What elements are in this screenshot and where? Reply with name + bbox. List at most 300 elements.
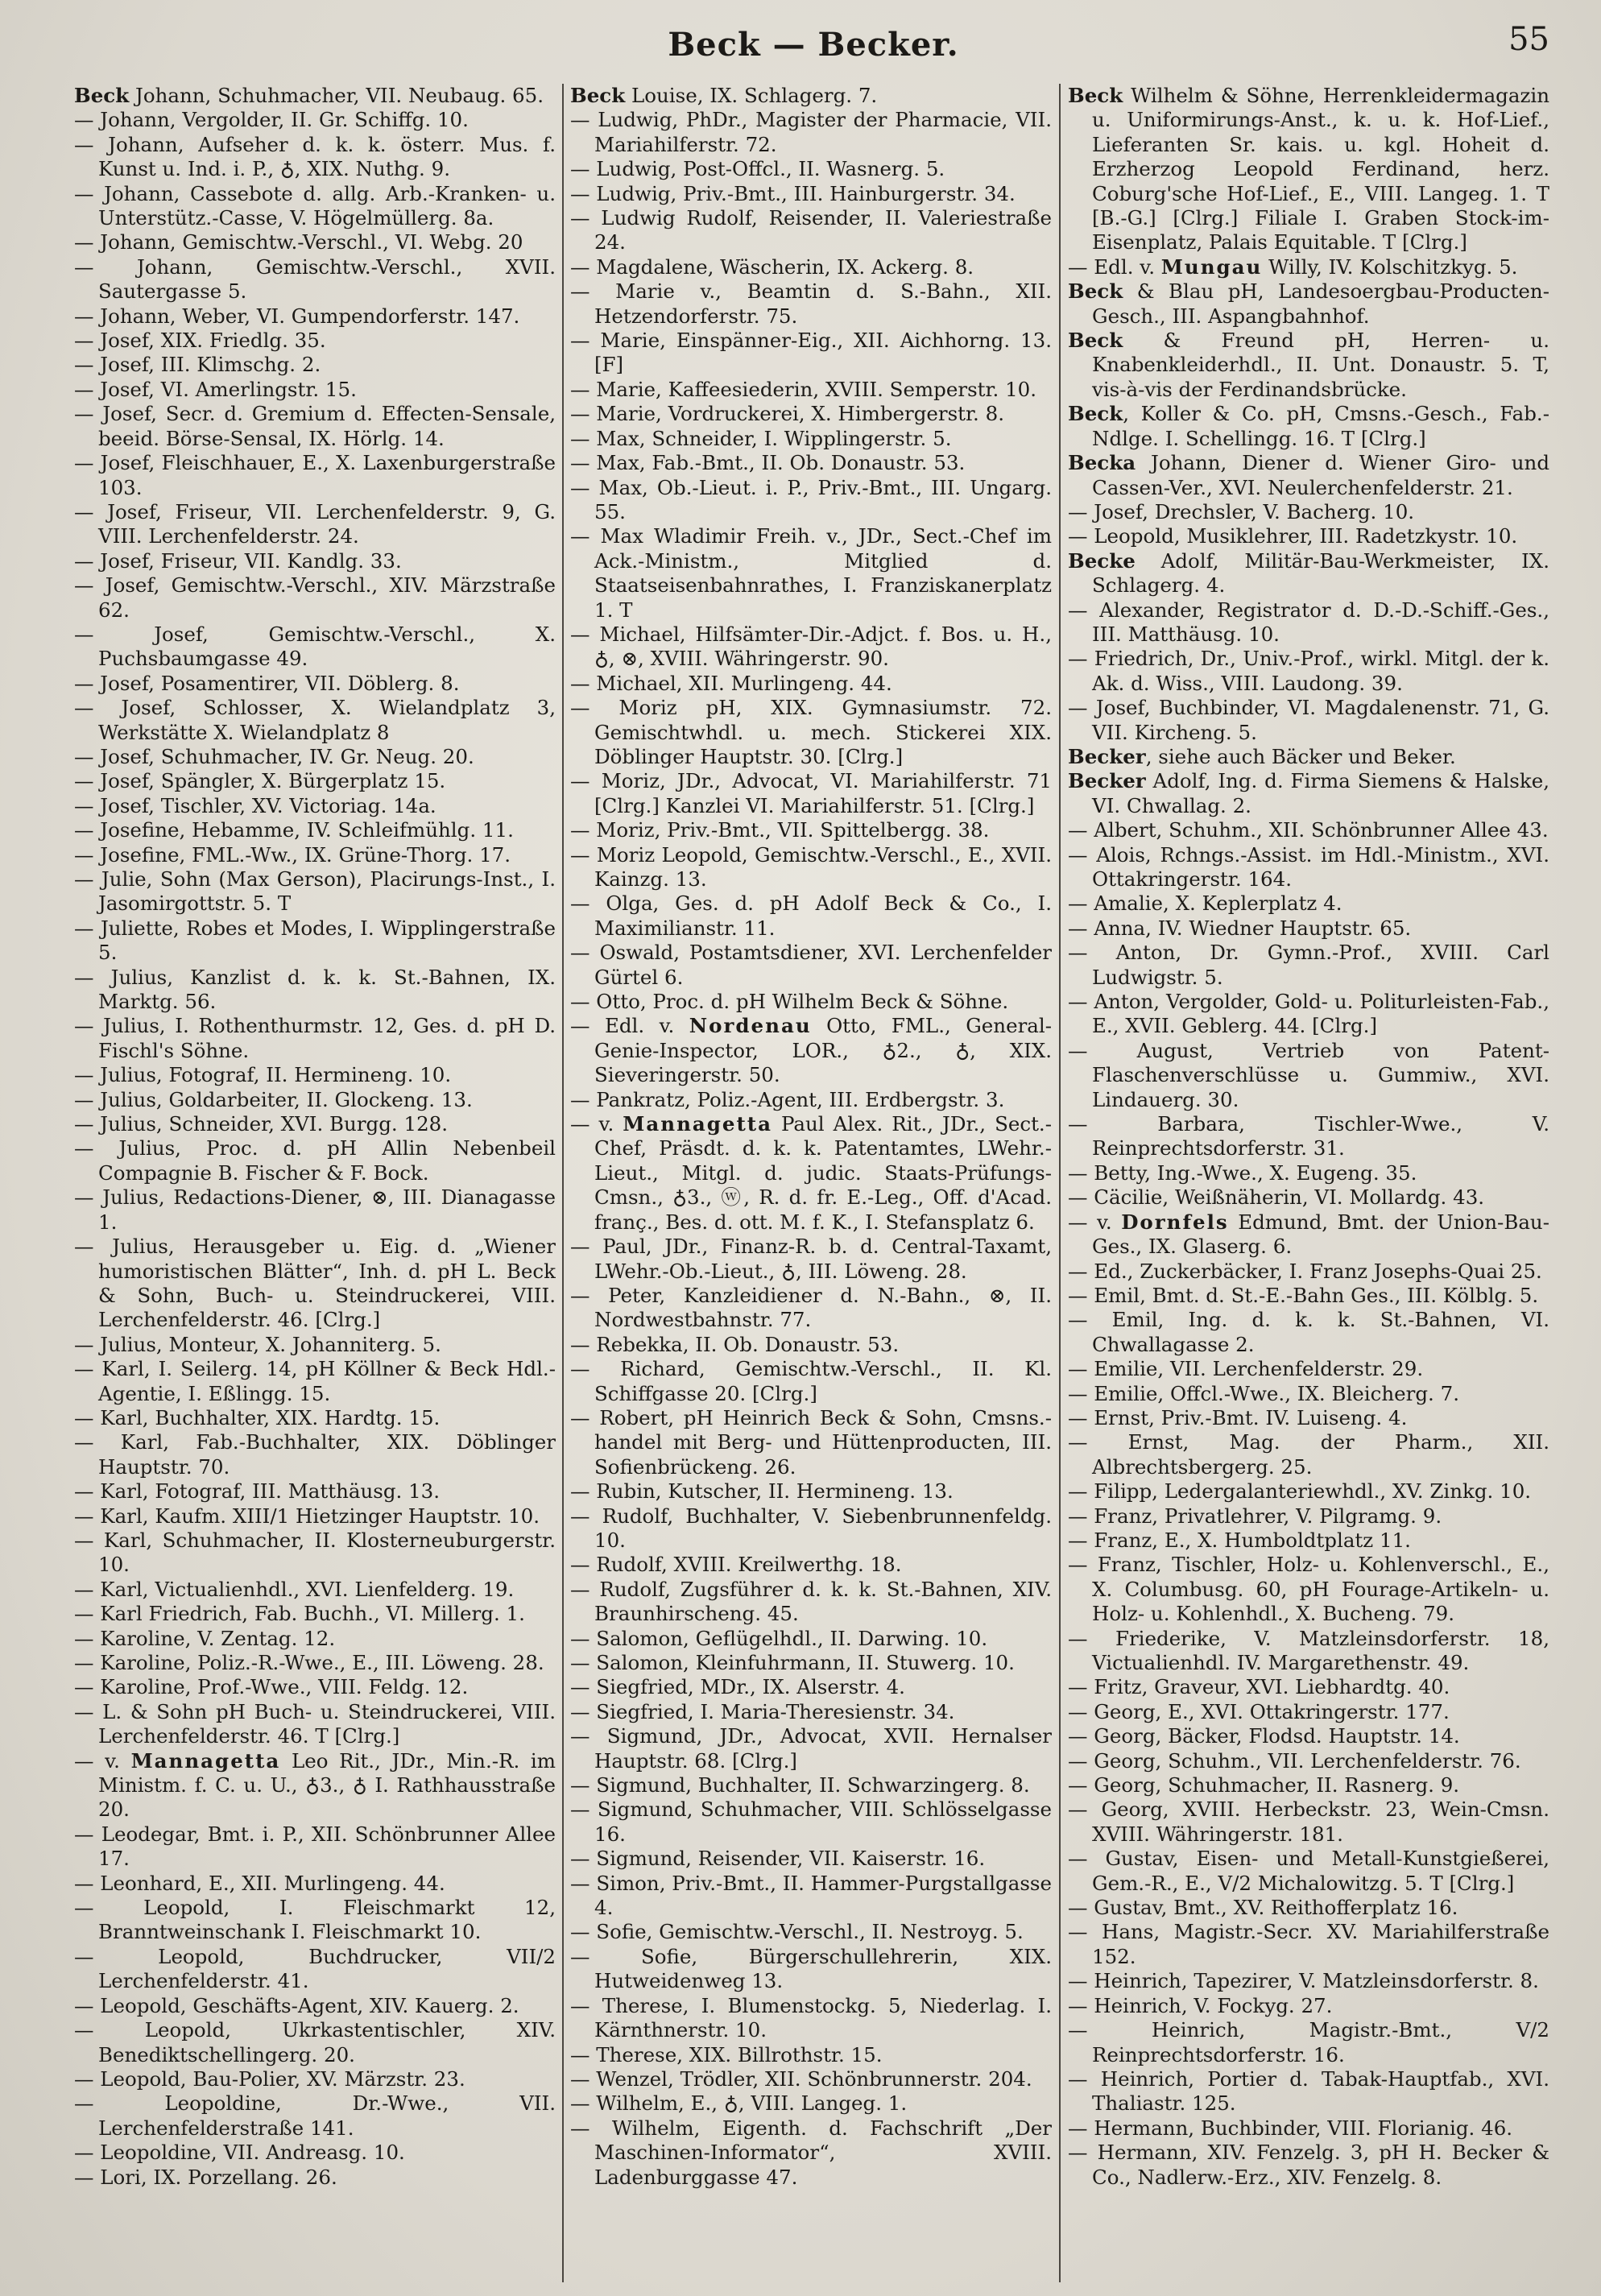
entry-text: — Heinrich, Portier d. Tabak-Hauptfab., XVI. Thaliastr. 125. xyxy=(1068,2066,1549,2116)
directory-entry xyxy=(570,1357,1052,1406)
directory-entry xyxy=(74,867,556,916)
directory-entry xyxy=(74,1406,556,1430)
entry-headword: Becker xyxy=(1068,744,1146,768)
entry-text: — v. xyxy=(74,1748,131,1773)
directory-entry xyxy=(74,1602,556,1626)
entry-text: — Karl, Buchhalter, XIX. Hardtg. 15. xyxy=(74,1405,441,1429)
entry-text: — Gustav, Bmt., XV. Reithofferplatz 16. xyxy=(1068,1896,1458,1920)
directory-entry xyxy=(1068,696,1549,745)
directory-entry xyxy=(1068,1749,1549,1773)
entry-text: — Josef, Posamentirer, VII. Döblerg. 8. xyxy=(74,671,460,695)
entry-text: — Ludwig, PhDr., Magister der Pharmacie, VII. Mariahilferstr. 72. xyxy=(570,108,1052,156)
directory-entry xyxy=(74,353,556,377)
directory-entry xyxy=(1068,1627,1549,1676)
directory-entry xyxy=(1068,279,1549,329)
entry-text: — v. xyxy=(1068,1210,1122,1234)
directory-entry xyxy=(74,1014,556,1063)
directory-entry xyxy=(570,402,1052,426)
entry-text: — Rudolf, XVIII. Kreilwerthg. 18. xyxy=(570,1553,902,1577)
entry-text: — Ernst, Priv.-Bmt. IV. Luiseng. 4. xyxy=(1068,1405,1408,1429)
entry-text: — Therese, XIX. Billrothstr. 15. xyxy=(570,2042,883,2066)
entry-text: — Moriz Leopold, Gemischtw.-Verschl., E., XVII. Kainzg. 13. xyxy=(570,842,1052,891)
entry-text: — Alexander, Registrator d. D.-D.-Schiff.-Ges., III. Matthäusg. 10. xyxy=(1068,598,1549,646)
directory-entry xyxy=(570,1724,1052,1773)
directory-entry xyxy=(74,1185,556,1235)
entry-text: — Johann, Weber, VI. Gumpendorferstr. 147. xyxy=(74,304,520,328)
entry-text: — Johann, Vergolder, II. Gr. Schiffg. 10. xyxy=(74,108,469,132)
directory-entry xyxy=(74,1430,556,1479)
entry-text: — Karoline, V. Zentag. 12. xyxy=(74,1626,336,1650)
entry-text: — Rubin, Kutscher, II. Hermineng. 13. xyxy=(570,1479,954,1504)
directory-entry xyxy=(1068,84,1549,255)
directory-entry xyxy=(74,696,556,745)
entry-surname: Mungau xyxy=(1160,254,1263,279)
entry-headword: Becke xyxy=(1068,548,1136,573)
entry-text: — Olga, Ges. d. pH Adolf Beck & Co., I. Maximilianstr. 11. xyxy=(570,892,1052,940)
directory-entry xyxy=(74,1357,556,1406)
entry-text: — Josefine, FML.-Ww., IX. Grüne-Thorg. 17. xyxy=(74,842,511,867)
entry-text: — Pankratz, Poliz.-Agent, III. Erdbergstr. 3. xyxy=(570,1087,1005,1111)
directory-entry xyxy=(570,892,1052,941)
entry-text: — Sofie, Bürgerschullehrerin, XIX. Hutweidenweg 13. xyxy=(570,1944,1052,1993)
entry-text: — Rudolf, Buchhalter, V. Siebenbrunnenfeldg. 10. xyxy=(570,1504,1052,1552)
entry-text: — Max Wladimir Freih. v., JDr., Sect.-Chef im Ack.-Ministm., Mitglied d. Staatseisenbahnrathes, I. Franziskanerplatz 1. T xyxy=(570,524,1052,622)
entry-text: — Leopold, Buchdrucker, VII/2 Lerchenfelderstr. 41. xyxy=(74,1944,556,1993)
directory-entry xyxy=(1068,941,1549,990)
entry-text: — Anton, Dr. Gymn.-Prof., XVIII. Carl Ludwigstr. 5. xyxy=(1068,941,1549,989)
entry-text: — Robert, pH Heinrich Beck & Sohn, Cmsns.-handel mit Berg- und Hüttenproducten, III. Sofienbrückeng. 26. xyxy=(570,1405,1052,1479)
entry-text: — Julius, Proc. d. pH Allin Nebenbeil Compagnie B. Fischer & F. Bock. xyxy=(74,1136,556,1185)
entry-text: & Freund pH, Herren- u. Knabenkleiderhdl., II. Unt. Donaustr. 5. T, vis-à-vis der Ferdinandsbrücke. xyxy=(1092,329,1549,401)
entry-text: — Josef, Secr. d. Gremium d. Effecten-Sensale, beeid. Börse-Sensal, IX. Hörlg. 14. xyxy=(74,402,556,450)
entry-text: — Leopold, Ukrkastentischler, XIV. Benediktschellingerg. 20. xyxy=(74,2018,556,2066)
directory-entry xyxy=(570,255,1052,279)
entry-text: — Sigmund, Reisender, VII. Kaiserstr. 16. xyxy=(570,1847,986,1871)
directory-entry xyxy=(570,1014,1052,1087)
directory-entry xyxy=(1068,745,1549,769)
entry-headword: Beck xyxy=(1068,402,1123,426)
entry-text: — Karl, Schuhmacher, II. Klosterneuburgerstr. 10. xyxy=(74,1528,556,1577)
directory-entry xyxy=(74,769,556,793)
directory-entry xyxy=(74,500,556,549)
directory-entry xyxy=(570,451,1052,475)
directory-entry xyxy=(74,1112,556,1136)
entry-text: — Julius, I. Rothenthurmstr. 12, Ges. d. pH D. Fischl's Söhne. xyxy=(74,1014,556,1062)
directory-entry xyxy=(570,941,1052,990)
entry-text: — Josefine, Hebamme, IV. Schleifmühlg. 11. xyxy=(74,818,514,842)
entry-text: — Marie, Vordruckerei, X. Himbergerstr. 8. xyxy=(570,402,1004,426)
directory-entry xyxy=(570,2116,1052,2190)
entry-text: — v. xyxy=(570,1112,623,1136)
directory-entry xyxy=(74,1088,556,1112)
entry-text: — Gustav, Eisen- und Metall-Kunstgießerei, Gem.-R., E., V/2 Michalowitzg. 5. T [Clrg.] xyxy=(1068,1847,1549,1895)
column-3 xyxy=(1068,84,1549,2282)
entry-text: — Emilie, Offcl.-Wwe., IX. Bleicherg. 7. xyxy=(1068,1381,1459,1405)
directory-entry xyxy=(1068,255,1549,279)
entry-headword: Beck xyxy=(1068,279,1123,304)
directory-entry xyxy=(1068,549,1549,598)
entry-text: — Karl, Fotograf, III. Matthäusg. 13. xyxy=(74,1479,441,1504)
entry-text: — Emil, Ing. d. k. k. St.-Bahnen, VI. Chwallagasse 2. xyxy=(1068,1308,1549,1356)
directory-entry xyxy=(570,1479,1052,1504)
column-divider xyxy=(1059,84,1061,2282)
page-number: 55 xyxy=(1508,21,1549,58)
entry-text: — Marie, Einspänner-Eig., XII. Aichhorng. 13. [F] xyxy=(570,329,1052,377)
directory-entry xyxy=(74,451,556,500)
directory-entry xyxy=(74,1945,556,1994)
entry-text: — Julie, Sohn (Max Gerson), Placirungs-Inst., I. Jasomirgottstr. 5. T xyxy=(74,867,556,916)
directory-entry xyxy=(570,1700,1052,1724)
directory-entry xyxy=(74,1333,556,1357)
directory-entry xyxy=(1068,1529,1549,1553)
directory-entry xyxy=(74,2067,556,2091)
entry-text: — Josef, Fleischhauer, E., X. Laxenburgerstraße 103. xyxy=(74,451,556,499)
entry-text: — Julius, Fotograf, II. Hermineng. 10. xyxy=(74,1063,452,1087)
directory-entry xyxy=(74,1872,556,1896)
entry-surname: Mannagetta xyxy=(623,1112,772,1136)
directory-entry xyxy=(1068,1382,1549,1406)
column-divider xyxy=(562,84,564,2282)
entry-text: — Georg, E., XVI. Ottakringerstr. 177. xyxy=(1068,1699,1450,1723)
directory-entry xyxy=(74,108,556,132)
directory-entry xyxy=(74,2141,556,2165)
directory-entry xyxy=(570,84,1052,108)
directory-entry xyxy=(1068,1308,1549,1357)
entry-text: — Georg, Bäcker, Flodsd. Hauptstr. 14. xyxy=(1068,1724,1460,1748)
directory-entry xyxy=(570,182,1052,206)
entry-text: — Franz, Tischler, Holz- u. Kohlenverschl., E., X. Columbusg. 60, pH Fourage-Artikeln- u. Holz- u. Kohlenhdl., X. Bucheng. 79. xyxy=(1068,1553,1549,1626)
directory-entry xyxy=(74,1994,556,2018)
entry-text: — Karl, Kaufm. XIII/1 Hietzinger Hauptstr. 10. xyxy=(74,1504,540,1528)
entry-text: — Lori, IX. Porzellang. 26. xyxy=(74,2165,337,2189)
entry-text: — Anton, Vergolder, Gold- u. Politurleisten-Fab., E., XVII. Geblerg. 44. [Clrg.] xyxy=(1068,990,1549,1038)
entry-text: — Alois, Rchngs.-Assist. im Hdl.-Ministm., XVI. Ottakringerstr. 164. xyxy=(1068,842,1549,891)
entry-text: — Julius, Monteur, X. Johanniterg. 5. xyxy=(74,1332,441,1356)
entry-headword: Beck xyxy=(1068,84,1123,107)
directory-entry xyxy=(570,157,1052,181)
directory-entry xyxy=(1068,990,1549,1039)
entry-text: — Paul, JDr., Finanz-R. b. d. Central-Taxamt, LWehr.-Ob.-Lieut., ♁, III. Löweng. 28. xyxy=(570,1235,1052,1283)
directory-entry xyxy=(1068,2067,1549,2116)
page-header xyxy=(74,18,1553,84)
entry-text: — Therese, I. Blumenstockg. 5, Niederlag. I. Kärnthnerstr. 10. xyxy=(570,1993,1052,2042)
directory-entry xyxy=(1068,329,1549,402)
directory-entry xyxy=(1068,1724,1549,1748)
entry-text: — Josef, Schuhmacher, IV. Gr. Neug. 20. xyxy=(74,744,474,768)
entry-text: Adolf, Militär-Bau-Werkmeister, IX. Schlagerg. 4. xyxy=(1092,548,1549,598)
entry-text: — Emilie, VII. Lerchenfelderstr. 29. xyxy=(1068,1357,1424,1381)
entry-text: — Karoline, Poliz.-R.-Wwe., E., III. Löweng. 28. xyxy=(74,1651,544,1674)
directory-entry xyxy=(570,206,1052,255)
directory-entry xyxy=(74,672,556,696)
entry-text: — Marie, Kaffeesiederin, XVIII. Semperstr. 10. xyxy=(570,377,1037,401)
entry-text: — Siegfried, MDr., IX. Alserstr. 4. xyxy=(570,1675,905,1699)
directory-entry xyxy=(1068,2116,1549,2141)
entry-text: — Barbara, Tischler-Wwe., V. Reinprechtsdorferstr. 31. xyxy=(1068,1112,1549,1160)
entry-text: — Franz, E., X. Humboldtplatz 11. xyxy=(1068,1528,1411,1552)
entry-text: — Moriz pH, XIX. Gymnasiumstr. 72. Gemischtwhdl. u. mech. Stickerei XIX. Döblinger Hauptstr. 30. [Clrg.] xyxy=(570,696,1052,768)
directory-entry xyxy=(74,1896,556,1945)
directory-entry xyxy=(74,2166,556,2190)
entry-text: — Fritz, Graveur, XVI. Liebhardtg. 40. xyxy=(1068,1675,1450,1699)
entry-text: — Ludwig, Post-Offcl., II. Wasnerg. 5. xyxy=(570,157,945,181)
directory-entry xyxy=(1068,1773,1549,1797)
entry-text: — Heinrich, Magistr.-Bmt., V/2 Reinprechtsdorferstr. 16. xyxy=(1068,2018,1549,2066)
entry-surname: Nordenau xyxy=(689,1014,812,1038)
entry-text: — Friederike, V. Matzleinsdorferstr. 18, Victualienhdl. IV. Margarethenstr. 49. xyxy=(1068,1626,1549,1674)
entry-text: Willy, IV. Kolschitzkyg. 5. xyxy=(1262,254,1518,279)
directory-entry xyxy=(1068,1553,1549,1626)
directory-entry xyxy=(570,1651,1052,1675)
directory-entry xyxy=(1068,1357,1549,1381)
entry-text: & Blau pH, Landesoergbau-Producten-Gesch., III. Aspangbahnhof. xyxy=(1092,279,1549,328)
entry-text: Leo Rit., JDr., Min.-R. im Ministm. f. C. u. U., ♁3., ♁ I. Rathhausstraße 20. xyxy=(98,1748,556,1822)
entry-text: — Heinrich, Tapezirer, V. Matzleinsdorferstr. 8. xyxy=(1068,1969,1539,1993)
directory-entry xyxy=(1068,402,1549,451)
directory-entry xyxy=(570,1773,1052,1797)
entry-text: — Josef, Gemischtw.-Verschl., X. Puchsbaumgasse 49. xyxy=(74,622,556,671)
directory-entry xyxy=(570,2091,1052,2116)
entry-text: — Rudolf, Zugsführer d. k. k. St.-Bahnen, XIV. Braunhirscheng. 45. xyxy=(570,1577,1052,1626)
directory-entry xyxy=(74,2018,556,2067)
entry-text: — Anna, IV. Wiedner Hauptstr. 65. xyxy=(1068,916,1412,940)
directory-entry xyxy=(570,1333,1052,1357)
entry-text: — Franz, Privatlehrer, V. Pilgramg. 9. xyxy=(1068,1504,1442,1528)
column-2 xyxy=(570,84,1052,2282)
entry-text: — Josef, III. Klimschg. 2. xyxy=(74,353,321,377)
entry-text: — Michael, XII. Murlingeng. 44. xyxy=(570,671,892,695)
entry-text: — Hermann, Buchbinder, VIII. Florianig. 46. xyxy=(1068,2116,1513,2140)
entry-text: — Emil, Bmt. d. St.-E.-Bahn Ges., III. Kölblg. 5. xyxy=(1068,1283,1539,1307)
entry-text: — Julius, Herausgeber u. Eig. d. „Wiener humoristischen Blätter“, Inh. d. pH L. Beck & Sohn, Buch- u. Steindruckerei, VIII. Lerchenfelderstr. 46. [Clrg.] xyxy=(74,1235,556,1332)
directory-entry xyxy=(570,769,1052,818)
directory-entry xyxy=(570,2043,1052,2067)
directory-entry xyxy=(74,1651,556,1675)
directory-entry xyxy=(1068,818,1549,842)
entry-text: — Sigmund, JDr., Advocat, XVII. Hernalser Hauptstr. 68. [Clrg.] xyxy=(570,1724,1052,1773)
column-1 xyxy=(74,84,556,2282)
directory-entry xyxy=(570,1406,1052,1479)
directory-entry xyxy=(74,818,556,842)
entry-text: — Leopoldine, Dr.-Wwe., VII. Lerchenfelderstraße 141. xyxy=(74,2091,556,2140)
directory-entry xyxy=(74,843,556,867)
entry-text: — Julius, Redactions-Diener, ⊗, III. Dianagasse 1. xyxy=(74,1185,556,1234)
directory-entry xyxy=(1068,2141,1549,2190)
directory-entry xyxy=(74,1529,556,1578)
entry-text: — Salomon, Geflügelhdl., II. Darwing. 10. xyxy=(570,1626,988,1650)
entry-headword: Beck xyxy=(74,84,130,107)
directory-entry xyxy=(570,427,1052,451)
directory-entry xyxy=(1068,892,1549,916)
directory-entry xyxy=(1068,598,1549,647)
directory-entry xyxy=(74,1675,556,1699)
directory-entry xyxy=(1068,1920,1549,1969)
directory-entry xyxy=(74,1504,556,1529)
entry-text: , Koller & Co. pH, Cmsns.-Gesch., Fab.-Ndlge. I. Schellingg. 16. T [Clrg.] xyxy=(1092,402,1549,450)
entry-text: — Filipp, Ledergalanteriewhdl., XV. Zinkg. 10. xyxy=(1068,1479,1532,1504)
directory-entry xyxy=(1068,2018,1549,2067)
entry-text: — Josef, Friseur, VII. Lerchenfelderstr. 9, G. VIII. Lerchenfelderstr. 24. xyxy=(74,499,556,548)
entry-text: — Max, Ob.-Lieut. i. P., Priv.-Bmt., III. Ungarg. 55. xyxy=(570,475,1052,523)
directory-entry xyxy=(74,1235,556,1333)
directory-entry xyxy=(74,1136,556,1185)
entry-headword: Beck xyxy=(1068,329,1123,353)
directory-entry xyxy=(74,133,556,182)
directory-entry xyxy=(74,230,556,254)
directory-entry xyxy=(1068,1675,1549,1699)
entry-text: — Josef, Friseur, VII. Kandlg. 33. xyxy=(74,548,402,573)
entry-text: — Wilhelm, E., ♁, VIII. Langeg. 1. xyxy=(570,2091,908,2116)
entry-text: — Leopold, I. Fleischmarkt 12, Branntweinschank I. Fleischmarkt 10. xyxy=(74,1896,556,1944)
entry-text: — Ludwig, Priv.-Bmt., III. Hainburgerstr. 34. xyxy=(570,181,1016,205)
entry-text: Paul Alex. Rit., JDr., Sect.-Chef, Präsdt. d. k. k. Patentamtes, LWehr.-Lieut., Mitgl. d. judic. Staats-Prüfungs-Cmsn., ♁3., ⓦ, R. d. fr. E.-Leg., Off. d'Acad. franç., Bes. d. ott. M. f. K., I. Stefansplatz 6. xyxy=(594,1112,1052,1234)
directory-entry xyxy=(570,1994,1052,2043)
directory-entry xyxy=(1068,1504,1549,1529)
entry-text: Adolf, Ing. d. Firma Siemens & Halske, VI. Chwallag. 2. xyxy=(1092,769,1549,817)
entry-text: — August, Vertrieb von Patent-Flaschenverschlüsse u. Gummiw., XVI. Lindauerg. 30. xyxy=(1068,1038,1549,1111)
directory-entry xyxy=(74,1578,556,1602)
entry-text: — Hermann, XIV. Fenzelg. 3, pH H. Becker & Co., Nadlerw.-Erz., XIV. Fenzelg. 8. xyxy=(1068,2141,1549,2189)
entry-text: — Josef, Gemischtw.-Verschl., XIV. Märzstraße 62. xyxy=(74,573,556,622)
entry-text: — Georg, Schuhmacher, II. Rasnerg. 9. xyxy=(1068,1773,1460,1797)
entry-text: Johann, Schuhmacher, VII. Neubaug. 65. xyxy=(129,84,544,107)
directory-entry xyxy=(570,1504,1052,1553)
entry-text: — Michael, Hilfsämter-Dir.-Adjct. f. Bos. u. H., ♁, ⊗, XVIII. Währingerstr. 90. xyxy=(570,622,1052,671)
directory-entry xyxy=(570,279,1052,329)
directory-entry xyxy=(74,794,556,818)
entry-text: — Georg, XVIII. Herbeckstr. 23, Wein-Cmsn. XVIII. Währingerstr. 181. xyxy=(1068,1797,1549,1846)
entry-text: — Betty, Ing.-Wwe., X. Eugeng. 35. xyxy=(1068,1160,1417,1185)
directory-entry xyxy=(1068,1847,1549,1896)
entry-text: — Salomon, Kleinfuhrmann, II. Stuwerg. 10. xyxy=(570,1651,1015,1674)
directory-entry xyxy=(570,1627,1052,1651)
entry-text: — Karl, Victualienhdl., XVI. Lienfelderg. 19. xyxy=(74,1577,515,1601)
entry-text: — Wenzel, Trödler, XII. Schönbrunnerstr. 204. xyxy=(570,2066,1032,2091)
entry-text: — Hans, Magistr.-Secr. XV. Mariahilferstraße 152. xyxy=(1068,1920,1549,1968)
entry-text: — Leopoldine, VII. Andreasg. 10. xyxy=(74,2141,405,2165)
directory-entry xyxy=(74,745,556,769)
directory-entry xyxy=(74,378,556,402)
directory-entry xyxy=(1068,916,1549,941)
directory-entry xyxy=(570,843,1052,892)
directory-entry xyxy=(1068,1430,1549,1479)
entry-text: — Friedrich, Dr., Univ.-Prof., wirkl. Mitgl. der k. Ak. d. Wiss., VIII. Laudong. 39. xyxy=(1068,647,1549,695)
directory-entry xyxy=(74,1749,556,1822)
directory-entry xyxy=(74,1627,556,1651)
entry-text: — Leopold, Geschäfts-Agent, XIV. Kauerg. 2. xyxy=(74,1993,519,2017)
directory-entry xyxy=(1068,1700,1549,1724)
directory-entry xyxy=(570,524,1052,623)
entry-surname: Dornfels xyxy=(1121,1210,1229,1234)
directory-entry xyxy=(74,1700,556,1749)
entry-text: — Ed., Zuckerbäcker, I. Franz Josephs-Quai 25. xyxy=(1068,1259,1542,1283)
directory-entry xyxy=(1068,1797,1549,1847)
directory-entry xyxy=(74,1822,556,1872)
entry-headword: Becker xyxy=(1068,769,1146,793)
entry-text: — Josef, Spängler, X. Bürgerplatz 15. xyxy=(74,769,446,793)
entry-text: — Richard, Gemischtw.-Verschl., II. Kl. Schiffgasse 20. [Clrg.] xyxy=(570,1357,1052,1405)
entry-text: — Peter, Kanzleidiener d. N.-Bahn., ⊗, II. Nordwestbahnstr. 77. xyxy=(570,1283,1052,1332)
entry-text: — Josef, Schlosser, X. Wielandplatz 3, Werkstätte X. Wielandplatz 8 xyxy=(74,696,556,744)
entry-text: — Heinrich, V. Fockyg. 27. xyxy=(1068,1993,1333,2017)
entry-text: — Josef, Drechsler, V. Bacherg. 10. xyxy=(1068,499,1415,523)
entry-text: — Edl. v. xyxy=(570,1014,689,1038)
entry-text: — Sigmund, Buchhalter, II. Schwarzingerg. 8. xyxy=(570,1773,1030,1797)
directory-entry xyxy=(74,304,556,329)
directory-entry xyxy=(570,1553,1052,1577)
entry-text: — Oswald, Postamtsdiener, XVI. Lerchenfelder Gürtel 6. xyxy=(570,941,1052,989)
directory-entry xyxy=(570,1578,1052,1627)
entry-headword: Beck xyxy=(570,84,626,107)
entry-text: — Josef, VI. Amerlingstr. 15. xyxy=(74,377,357,401)
directory-entry xyxy=(74,966,556,1015)
directory-entry xyxy=(570,1235,1052,1284)
entry-text: — Karoline, Prof.-Wwe., VIII. Feldg. 12. xyxy=(74,1675,469,1699)
directory-entry xyxy=(1068,524,1549,548)
directory-entry xyxy=(1068,1479,1549,1504)
directory-entry xyxy=(1068,1260,1549,1284)
entry-headword: Becka xyxy=(1068,451,1136,475)
entry-text: — Edl. v. xyxy=(1068,254,1161,279)
directory-entry xyxy=(74,84,556,108)
entry-text: Wilhelm & Söhne, Herrenkleidermagazin u. Uniformirungs-Anst., k. u. k. Hof-Lief., Lieferanten Sr. kais. u. kgl. Hoheit d. Erzherzog Leopold Ferdinand, herz. Coburg'sche Hof-Lief., E., VIII. Langeg. 1. T [B.-G.] [Clrg.] Filiale I. Graben Stock-im-Eisenplatz, Palais Equitable. T [Clrg.] xyxy=(1092,84,1549,254)
entry-text: — Sigmund, Schuhmacher, VIII. Schlösselgasse 16. xyxy=(570,1797,1052,1846)
entry-text: — Moriz, JDr., Advocat, VI. Mariahilferstr. 71 [Clrg.] Kanzlei VI. Mariahilferstr. 51. [Clrg.] xyxy=(570,769,1052,817)
directory-entry xyxy=(1068,843,1549,892)
directory-entry xyxy=(74,329,556,353)
directory-entry xyxy=(1068,1994,1549,2018)
directory-entry xyxy=(1068,1406,1549,1430)
directory-entry xyxy=(74,549,556,573)
directory-entry xyxy=(570,1675,1052,1699)
directory-entry xyxy=(570,1872,1052,1921)
directory-entry xyxy=(1068,1112,1549,1161)
entry-text: — Julius, Goldarbeiter, II. Glockeng. 13. xyxy=(74,1087,473,1111)
entry-text: — Leopold, Bau-Polier, XV. Märzstr. 23. xyxy=(74,2066,465,2091)
directory-entry xyxy=(570,476,1052,525)
entry-text: — Marie v., Beamtin d. S.-Bahn., XII. Hetzendorferstr. 75. xyxy=(570,279,1052,328)
directory-entry xyxy=(570,2067,1052,2091)
entry-text: — Johann, Aufseher d. k. k. österr. Mus. f. Kunst u. Ind. i. P., ♁, XIX. Nuthg. 9. xyxy=(74,132,556,181)
entry-text: — Magdalene, Wäscherin, IX. Ackerg. 8. xyxy=(570,254,974,279)
entry-text: — Moriz, Priv.-Bmt., VII. Spittelbergg. 38. xyxy=(570,818,990,842)
directory-columns xyxy=(74,84,1553,2282)
directory-entry xyxy=(74,2091,556,2141)
directory-entry xyxy=(570,672,1052,696)
entry-text: — Georg, Schuhm., VII. Lerchenfelderstr. 76. xyxy=(1068,1748,1521,1773)
directory-entry xyxy=(74,623,556,672)
entry-text: — Leonhard, E., XII. Murlingeng. 44. xyxy=(74,1871,445,1895)
directory-entry xyxy=(570,1088,1052,1112)
entry-text: — Josef, Buchbinder, VI. Magdalenenstr. 71, G. VII. Kircheng. 5. xyxy=(1068,696,1549,744)
directory-entry xyxy=(570,1945,1052,1994)
entry-text: — Leopold, Musiklehrer, III. Radetzkystr. 10. xyxy=(1068,524,1518,548)
entry-text: — Karl, Fab.-Buchhalter, XIX. Döblinger Hauptstr. 70. xyxy=(74,1430,556,1479)
entry-text: — Max, Schneider, I. Wipplingerstr. 5. xyxy=(570,426,952,450)
directory-entry xyxy=(1068,1185,1549,1210)
directory-entry xyxy=(1068,1284,1549,1308)
entry-text: — Julius, Kanzlist d. k. k. St.-Bahnen, IX. Marktg. 56. xyxy=(74,965,556,1014)
directory-entry xyxy=(1068,1210,1549,1260)
directory-entry xyxy=(570,1797,1052,1847)
directory-entry xyxy=(74,255,556,304)
directory-entry xyxy=(1068,1161,1549,1185)
entry-text: — Julius, Schneider, XVI. Burgg. 128. xyxy=(74,1112,449,1136)
entry-text: — Rebekka, II. Ob. Donaustr. 53. xyxy=(570,1332,900,1356)
entry-surname: Mannagetta xyxy=(130,1748,281,1773)
entry-text: — Sofie, Gemischtw.-Verschl., II. Nestroyg. 5. xyxy=(570,1920,1024,1944)
directory-entry xyxy=(1068,1039,1549,1112)
